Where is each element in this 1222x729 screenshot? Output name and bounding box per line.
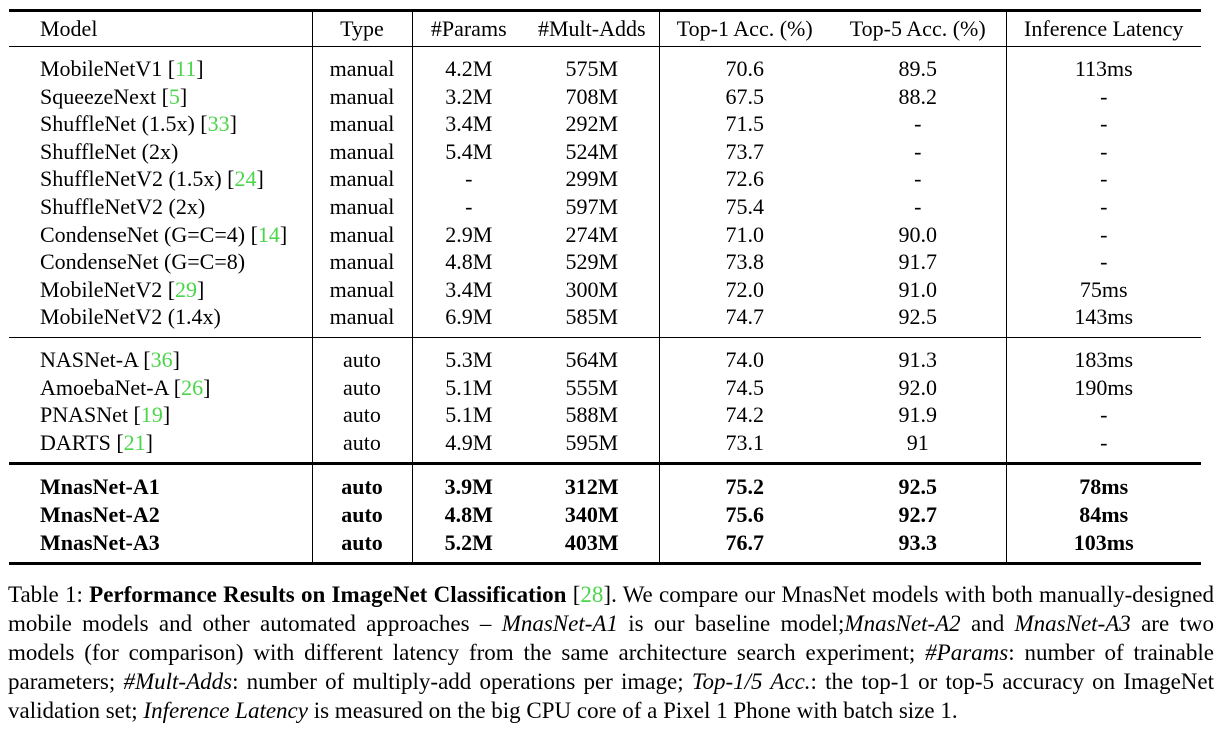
cell-params: 6.9M <box>445 304 493 330</box>
cell-mult-adds: 403M <box>525 529 659 564</box>
cell-type: manual <box>312 221 412 249</box>
citation-link[interactable]: 21 <box>123 429 146 455</box>
cell-mult-adds: 524M <box>525 138 659 166</box>
cell-mult-adds: 529M <box>525 248 659 276</box>
cell-top5: 93.3 <box>830 529 1006 564</box>
cell-top5: 92.0 <box>830 374 1006 402</box>
model-name: ShuffleNet (2x) <box>40 138 179 164</box>
table-body <box>9 47 1201 564</box>
cell-top1: 74.0 <box>659 337 830 373</box>
cell-type: auto <box>312 464 412 501</box>
caption-prefix: Table 1: <box>8 582 90 607</box>
caption-text: are two models (for comparison) with different latency from the same architecture search experiment; <box>8 611 1214 665</box>
cell-type: manual <box>312 303 412 337</box>
caption-term: #Mult-Adds <box>123 669 233 694</box>
cell-top1: 76.7 <box>659 529 830 564</box>
model-name: ShuffleNetV2 (1.5x) <box>40 166 222 192</box>
cell-latency: 113ms <box>1074 56 1133 81</box>
table-row <box>9 374 1201 402</box>
table-row <box>9 138 1201 166</box>
cell-model: MobileNetV2 [29] <box>9 276 312 304</box>
cell-latency: 78ms <box>1006 464 1201 501</box>
model-name: AmoebaNet-A <box>40 374 169 400</box>
cell-params: 5.2M <box>412 529 525 564</box>
cell-latency: 190ms <box>1074 374 1134 400</box>
cell-params: 3.9M <box>412 464 525 501</box>
model-name: MnasNet-A2 <box>40 501 160 527</box>
table-row <box>9 501 1201 529</box>
cell-mult-adds: 300M <box>525 276 659 304</box>
cell-latency: - <box>1100 249 1108 275</box>
cell-mult-adds: 588M <box>525 401 659 429</box>
cell-top1: 67.5 <box>725 83 764 109</box>
cell-top5: - <box>830 138 1006 166</box>
cell-latency: - <box>1100 193 1108 219</box>
caption-text: : the top-1 or top-5 accuracy on ImageNet validation set; <box>8 669 1215 723</box>
caption-term: MnasNet-A3 <box>1014 611 1131 636</box>
cell-mult-adds: 597M <box>525 193 659 221</box>
cell-top5: - <box>830 165 1006 193</box>
cell-top1: 72.0 <box>725 276 764 302</box>
cell-top1: 75.2 <box>659 464 830 501</box>
caption-term: Inference Latency <box>143 698 308 723</box>
cell-latency: 75ms <box>1079 276 1128 302</box>
cell-mult-adds: 312M <box>525 464 659 501</box>
cell-top1: 72.6 <box>725 166 764 192</box>
cell-top1: 73.8 <box>725 249 764 275</box>
cell-top1: 71.5 <box>725 111 764 137</box>
cell-type: auto <box>312 529 412 564</box>
table-row <box>9 429 1201 464</box>
model-name: MnasNet-A3 <box>40 529 160 555</box>
cell-mult-adds: 585M <box>525 303 659 337</box>
cell-type: manual <box>312 165 412 193</box>
cell-type: auto <box>312 401 412 429</box>
caption-text: : number of trainable parameters; <box>8 640 1214 694</box>
cell-params: 4.2M <box>445 56 493 81</box>
cell-model <box>9 303 312 337</box>
cell-model <box>9 248 312 276</box>
caption-text: and <box>960 611 1015 636</box>
header-top5: Top-5 Acc. (%) <box>830 11 1006 47</box>
cell-type: manual <box>312 83 412 111</box>
cell-top5: 88.2 <box>830 83 1006 111</box>
model-name: DARTS <box>40 429 111 455</box>
cell-top5: 91.9 <box>830 401 1006 429</box>
cell-top1: 75.6 <box>725 501 764 527</box>
cell-model: AmoebaNet-A [26] <box>9 374 312 402</box>
cell-mult-adds: 274M <box>525 221 659 249</box>
cell-model <box>9 529 312 564</box>
caption-term: Top-1/5 Acc. <box>691 669 811 694</box>
cell-latency: - <box>1100 429 1108 455</box>
cell-mult-adds: 708M <box>525 83 659 111</box>
cell-top5: 91.0 <box>830 276 1006 304</box>
model-name: SqueezeNext <box>40 83 157 109</box>
table-caption: Table 1: Performance Results on ImageNet Classification [28]. We compare our MnasNet models with both manually-designed mobile models and other automated approaches – MnasNet-A1 is our baseline model;MnasNet-A2 and MnasNet-A3 are two models (for comparison) with different latency from the same architecture search experiment; #Params: number of trainable parameters; #Mult-Adds: number of multiply-add operations per image; Top-1/5 Acc.: the top-1 or top-5 accuracy on ImageNet validation set; Inference Latency is measured on the big CPU core of a Pixel 1 Phone with batch size 1. <box>8 582 1215 723</box>
citation-link[interactable]: 29 <box>175 276 198 302</box>
citation-link[interactable]: 14 <box>257 221 280 247</box>
caption-term: MnasNet-A1 <box>501 611 618 636</box>
cell-type: auto <box>312 501 412 529</box>
cell-mult-adds: 595M <box>525 429 659 464</box>
caption-text: . We compare our MnasNet models with both manually-designed mobile models and other automated approaches – <box>8 582 1214 636</box>
caption-term: #Params <box>925 640 1009 665</box>
model-name: MobileNetV2 <box>40 276 163 302</box>
table-row <box>9 464 1201 501</box>
cell-mult-adds: 340M <box>525 501 659 529</box>
table-row <box>9 83 1201 111</box>
header-latency: Inference Latency <box>1006 11 1201 47</box>
cell-latency: - <box>1100 138 1108 164</box>
model-name: CondenseNet (G=C=4) <box>40 221 246 247</box>
cell-type: auto <box>312 374 412 402</box>
citation-link[interactable]: 24 <box>234 166 257 192</box>
cell-type: manual <box>312 276 412 304</box>
citation-link[interactable]: 26 <box>181 374 204 400</box>
caption-title: Performance Results on ImageNet Classification <box>89 582 567 607</box>
model-name: MnasNet-A1 <box>40 474 160 500</box>
table-row <box>9 165 1201 193</box>
cell-latency: - <box>1100 402 1108 428</box>
cell-mult-adds: 555M <box>525 374 659 402</box>
cell-top5: - <box>830 193 1006 221</box>
model-name: MobileNetV1 <box>40 56 163 81</box>
citation-link[interactable]: 5 <box>168 83 180 109</box>
cell-model: NASNet-A [36] <box>9 337 312 373</box>
citation-link[interactable]: 33 <box>207 111 230 137</box>
cell-top5: - <box>830 110 1006 138</box>
citation-link[interactable]: 19 <box>140 402 163 428</box>
cell-params: 5.4M <box>445 138 493 164</box>
model-name: CondenseNet (G=C=8) <box>40 249 246 275</box>
header-params: #Params <box>412 11 525 47</box>
cell-params: 3.4M <box>445 276 493 302</box>
cell-model: MobileNetV1 [11] <box>9 47 312 83</box>
cell-model: SqueezeNext [5] <box>9 83 312 111</box>
cell-latency: 143ms <box>1074 304 1134 330</box>
model-name: NASNet-A <box>40 346 138 372</box>
header-type: Type <box>312 11 412 47</box>
caption-text: : number of multiply-add operations per image; <box>232 669 692 694</box>
header-top1: Top-1 Acc. (%) <box>659 11 830 47</box>
cell-params: 3.2M <box>445 83 493 109</box>
cell-model <box>9 501 312 529</box>
cell-model: ShuffleNet (1.5x) [33] <box>9 110 312 138</box>
cell-top5: 92.5 <box>830 303 1006 337</box>
caption-text: is measured on the big CPU core of a Pixel 1 Phone with batch size 1. <box>307 698 958 723</box>
cell-top1: 70.6 <box>725 56 764 81</box>
cell-model <box>9 138 312 166</box>
citation-link[interactable]: 36 <box>150 346 173 372</box>
cell-model <box>9 193 312 221</box>
cell-top5: 91.7 <box>830 248 1006 276</box>
cell-mult-adds: 564M <box>525 337 659 373</box>
cell-params: - <box>465 193 473 219</box>
table-row <box>9 221 1201 249</box>
cell-top1: 75.4 <box>725 193 764 219</box>
header-model: Model <box>9 11 312 47</box>
cell-params: 4.9M <box>445 429 493 455</box>
cell-latency: - <box>1100 111 1108 137</box>
model-name: ShuffleNetV2 (2x) <box>40 193 206 219</box>
table-row <box>9 110 1201 138</box>
cell-mult-adds: 292M <box>525 110 659 138</box>
cell-params: 2.9M <box>445 221 493 247</box>
cell-type: auto <box>312 337 412 373</box>
cell-top1: 74.5 <box>725 374 764 400</box>
table-row <box>9 303 1201 337</box>
table-header-row <box>9 11 1201 47</box>
cell-params: 5.1M <box>445 402 493 428</box>
results-table <box>9 9 1201 565</box>
citation-link[interactable]: 11 <box>175 56 197 81</box>
model-name: PNASNet <box>40 402 129 428</box>
cell-top1: 71.0 <box>725 221 764 247</box>
cell-top1: 73.1 <box>725 429 764 455</box>
table-row <box>9 276 1201 304</box>
cell-top1: 73.7 <box>725 138 764 164</box>
cell-top5: 90.0 <box>830 221 1006 249</box>
results-table-container <box>9 9 1201 565</box>
cell-latency: 183ms <box>1006 337 1201 373</box>
cell-mult-adds: 299M <box>525 165 659 193</box>
cell-params: 4.8M <box>445 249 493 275</box>
model-name: ShuffleNet (1.5x) <box>40 111 195 137</box>
cell-params: 5.3M <box>412 337 525 373</box>
cell-type: auto <box>312 429 412 464</box>
model-name: MobileNetV2 (1.4x) <box>40 304 221 330</box>
cell-mult-adds: 575M <box>525 47 659 83</box>
table-row <box>9 529 1201 564</box>
table-row <box>9 401 1201 429</box>
cell-latency: 103ms <box>1006 529 1201 564</box>
cell-top5: 89.5 <box>830 47 1006 83</box>
cell-model: CondenseNet (G=C=4) [14] <box>9 221 312 249</box>
caption-term: MnasNet-A2 <box>844 611 961 636</box>
cell-top5: 91.3 <box>830 337 1006 373</box>
cell-type: manual <box>312 110 412 138</box>
cell-params: 4.8M <box>444 501 493 527</box>
table-row <box>9 248 1201 276</box>
cell-top1: 74.2 <box>725 402 764 428</box>
cell-model: DARTS [21] <box>9 429 312 464</box>
cell-type: manual <box>312 248 412 276</box>
cell-latency: - <box>1100 166 1108 192</box>
cell-params: 3.4M <box>445 111 493 137</box>
cell-model <box>9 464 312 501</box>
cell-top5: 92.5 <box>830 464 1006 501</box>
cell-top1: 74.7 <box>725 304 764 330</box>
cell-type: manual <box>312 193 412 221</box>
cell-type: manual <box>312 47 412 83</box>
cell-model: ShuffleNetV2 (1.5x) [24] <box>9 165 312 193</box>
caption-text: is our baseline model; <box>617 611 845 636</box>
header-mult-adds: #Mult-Adds <box>525 11 659 47</box>
cell-top5: 91 <box>830 429 1006 464</box>
table-row <box>9 193 1201 221</box>
cell-latency: - <box>1100 83 1108 109</box>
cell-latency: - <box>1100 221 1108 247</box>
table-row <box>9 337 1201 373</box>
cell-top5: 92.7 <box>830 501 1006 529</box>
cell-model: PNASNet [19] <box>9 401 312 429</box>
cell-latency: 84ms <box>1079 501 1129 527</box>
cell-params: 5.1M <box>445 374 493 400</box>
table-row <box>9 47 1201 83</box>
caption-citation[interactable]: 28 <box>580 582 604 607</box>
cell-params: - <box>465 166 473 192</box>
cell-type: manual <box>312 138 412 166</box>
